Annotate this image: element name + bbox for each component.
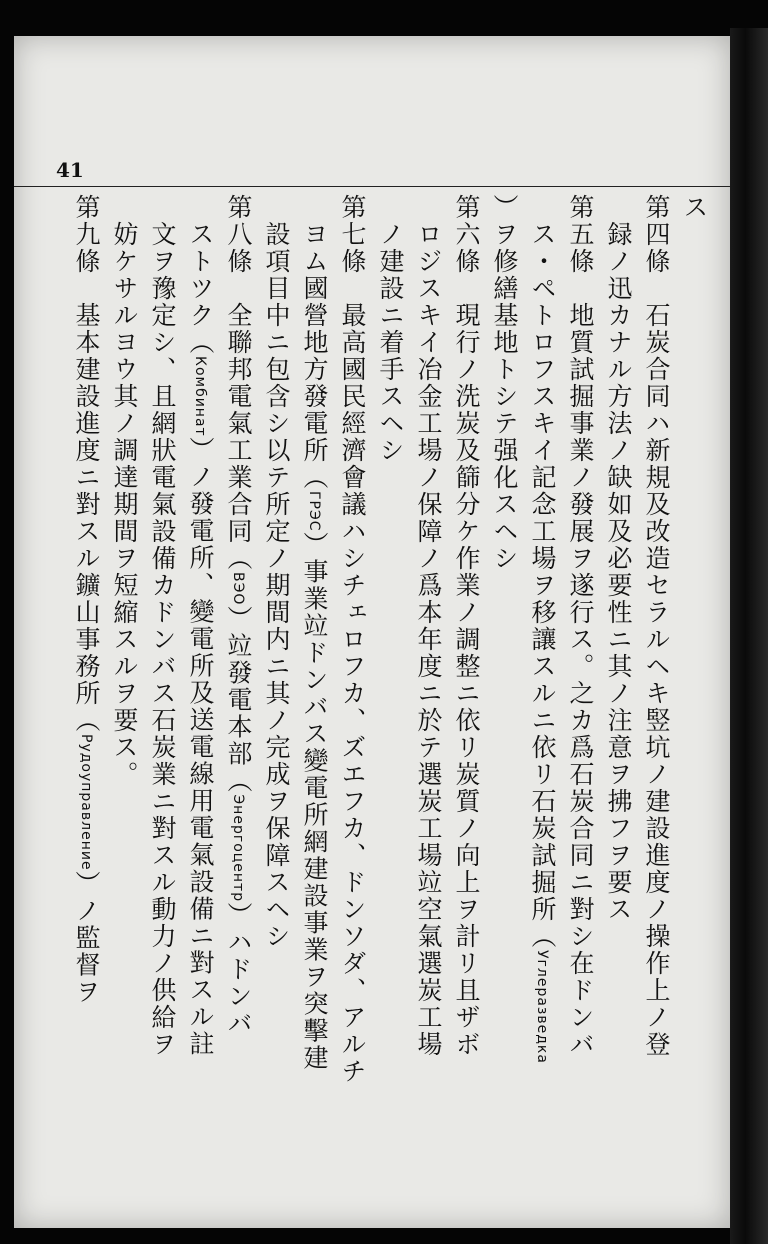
text-column-10: 第七條 最高國民經濟會議ハシチェロフカ、ズエフカ、ドンソダ、アルチ	[338, 194, 367, 1085]
text-column-7: 第六條 現行ノ洗炭及篩分ケ作業ノ調整ニ依リ炭質ノ向上ヲ計リ且ザボ	[452, 194, 481, 1058]
text-column-13: 第八條 全聯邦電氣工業合同（ВЭО）竝發電本部（Энергоцентр）ハドンバ	[224, 194, 253, 1038]
russian-term: Углеразведка	[534, 950, 550, 1064]
text-column-8: ロジスキイ冶金工場ノ保障ノ爲本年度ニ於テ選炭工場竝空氣選炭工場	[414, 194, 443, 1058]
text-column-6: ）ヲ修繕基地トシテ强化スヘシ	[490, 194, 519, 572]
text-column-4: 第五條 地質試掘事業ノ發展ヲ遂行ス。之カ爲石炭合同ニ對シ在ドンバ	[566, 194, 595, 1058]
russian-term: ВЭО	[230, 572, 246, 606]
header-rule	[14, 186, 730, 187]
text-column-3: 録ノ迅カナル方法ノ缺如及必要性ニ其ノ注意ヲ拂フヲ要ス	[604, 194, 633, 923]
text-column-5: ス・ペトロフスキイ記念工場ヲ移讓スルニ依リ石炭試掘所（Углеразведка	[528, 194, 557, 1064]
russian-term: Рудоуправление	[78, 734, 94, 871]
book-page	[14, 36, 730, 1228]
russian-term: Комбинат	[192, 356, 208, 437]
text-column-15: 文ヲ豫定シ、且網狀電氣設備カドンバス石炭業ニ對スル動力ノ供給ヲ	[148, 194, 177, 1058]
book-spine	[730, 28, 768, 1244]
text-column-16: 妨ケサルヨウ其ノ調達期間ヲ短縮スルヲ要ス。	[110, 194, 139, 788]
russian-term: Энергоцентр	[230, 794, 246, 903]
text-column-9: ノ建設ニ着手スヘシ	[376, 194, 405, 464]
text-column-12: 設項目中ニ包含シ以テ所定ノ期間内ニ其ノ完成ヲ保障スヘシ	[262, 194, 291, 950]
page-number: 41	[56, 158, 84, 182]
russian-term: ГРЭС	[306, 491, 322, 532]
text-column-11: ヨム國營地方發電所（ГРЭС）事業竝ドンバス變電所網建設事業ヲ突擊建	[300, 194, 329, 1072]
text-column-17: 第九條 基本建設進度ニ對スル鑛山事務所（Рудоуправление）ノ監督ヲ	[72, 194, 101, 1006]
text-column-14: ストツク（Комбинат）ノ發電所、變電所及送電線用電氣設備ニ對スル註	[186, 194, 215, 1058]
text-column-1: ス	[680, 194, 709, 221]
text-column-2: 第四條 石炭合同ハ新規及改造セラルヘキ竪坑ノ建設進度ノ操作上ノ登	[642, 194, 671, 1058]
